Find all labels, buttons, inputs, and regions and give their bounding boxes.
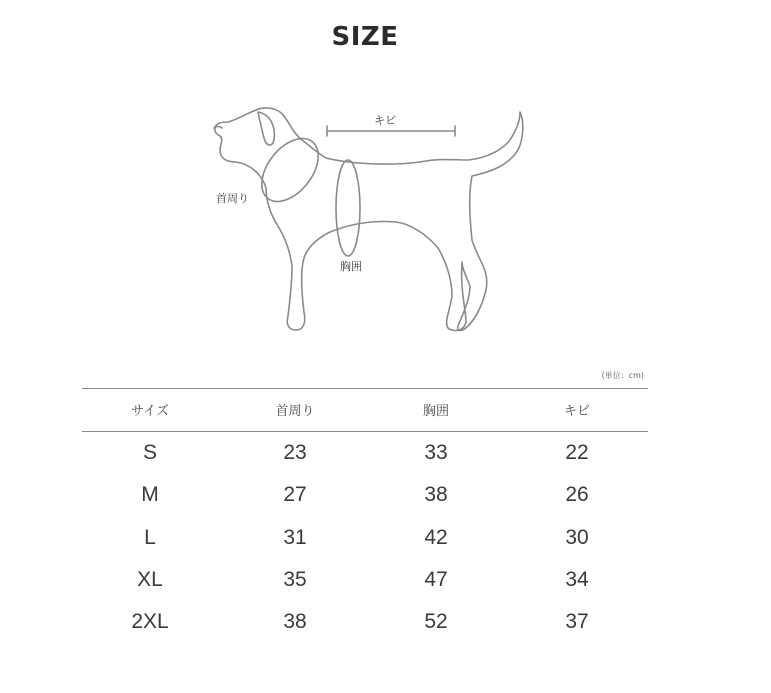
chest-label: 胸囲 <box>340 260 362 273</box>
table-row <box>82 441 648 481</box>
table-row <box>82 526 648 566</box>
dog-outline-illustration <box>200 100 540 340</box>
table-header-rule <box>82 431 648 432</box>
cell-back: 26 <box>565 483 589 506</box>
table-row <box>82 483 648 523</box>
cell-size: L <box>144 526 156 549</box>
dog-outline-path <box>215 108 523 331</box>
cell-chest: 52 <box>424 610 448 633</box>
header-chest: 胸囲 <box>422 404 449 419</box>
table-row <box>82 610 648 650</box>
chest-measure-ellipse <box>336 160 360 256</box>
cell-neck: 38 <box>283 610 307 633</box>
cell-back: 22 <box>565 441 589 464</box>
table-row <box>82 568 648 608</box>
cell-back: 34 <box>565 568 589 591</box>
back-length-label: キビ <box>374 114 396 127</box>
header-neck: 首周り <box>275 404 315 419</box>
cell-chest: 38 <box>424 483 448 506</box>
dog-nose-path <box>214 127 222 129</box>
neck-label: 首周り <box>216 192 249 205</box>
page-title: SIZE <box>331 22 399 52</box>
cell-size: XL <box>137 568 163 591</box>
cell-neck: 27 <box>283 483 307 506</box>
unit-note: (単位：cm) <box>601 371 644 380</box>
cell-chest: 47 <box>424 568 448 591</box>
table-header-row <box>82 388 648 428</box>
cell-chest: 42 <box>424 526 448 549</box>
cell-size: 2XL <box>131 610 169 633</box>
neck-measure-ellipse <box>250 128 329 212</box>
cell-back: 30 <box>565 526 589 549</box>
cell-neck: 35 <box>283 568 307 591</box>
dog-ear-path <box>258 112 274 145</box>
cell-neck: 23 <box>283 441 307 464</box>
cell-back: 37 <box>565 610 589 633</box>
cell-size: M <box>141 483 159 506</box>
header-back: キビ <box>563 404 590 419</box>
cell-neck: 31 <box>283 526 307 549</box>
header-size: サイズ <box>131 404 169 419</box>
cell-chest: 33 <box>424 441 448 464</box>
cell-size: S <box>142 441 157 464</box>
dog-size-diagram <box>200 100 540 340</box>
